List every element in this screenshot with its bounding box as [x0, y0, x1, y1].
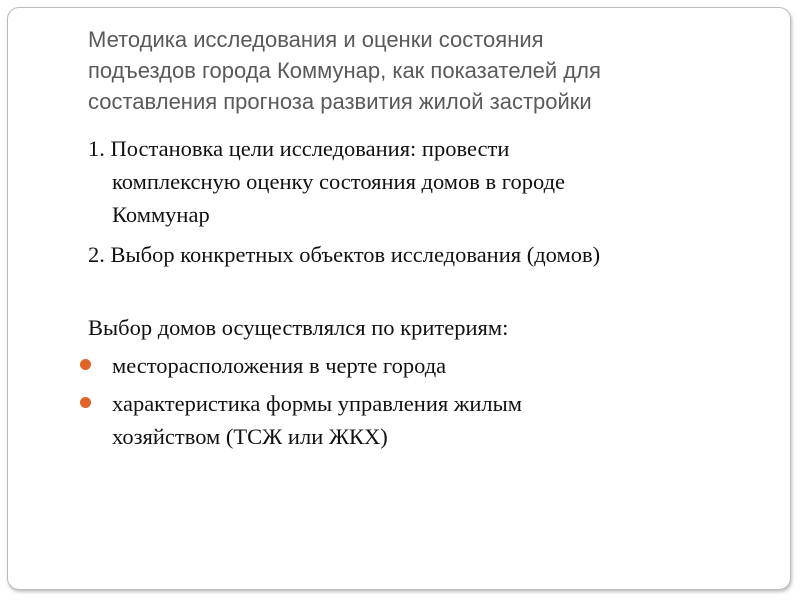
title-line: составления прогноза развития жилой застройки: [88, 89, 592, 114]
bullet-dot-icon: [80, 359, 91, 370]
bullet-item-line: месторасположения в черте города: [112, 353, 447, 378]
criteria-intro: Выбор домов осуществлялся по критериям:: [88, 315, 509, 340]
numbered-item-line: 1. Постановка цели исследования: провести: [88, 136, 510, 161]
numbered-item-line: комплексную оценку состояния домов в городе: [112, 169, 565, 194]
bullet-item-line: хозяйством (ТСЖ или ЖКХ): [112, 424, 388, 449]
numbered-item: [88, 238, 768, 271]
numbered-item-line: 2. Выбор конкретных объектов исследования (домов): [88, 242, 601, 267]
slide-body: [88, 132, 768, 458]
bullet-item: [88, 387, 768, 453]
bullet-item: [88, 349, 768, 382]
slide-title: [88, 24, 748, 117]
title-line: Методика исследования и оценки состояния: [88, 27, 544, 52]
bullet-item-line: характеристика формы управления жилым: [112, 391, 522, 416]
numbered-item: [88, 132, 768, 231]
title-line: подъездов города Коммунар, как показателей для: [88, 58, 601, 83]
bullet-dot-icon: [80, 397, 91, 408]
numbered-item-line: Коммунар: [112, 202, 210, 227]
